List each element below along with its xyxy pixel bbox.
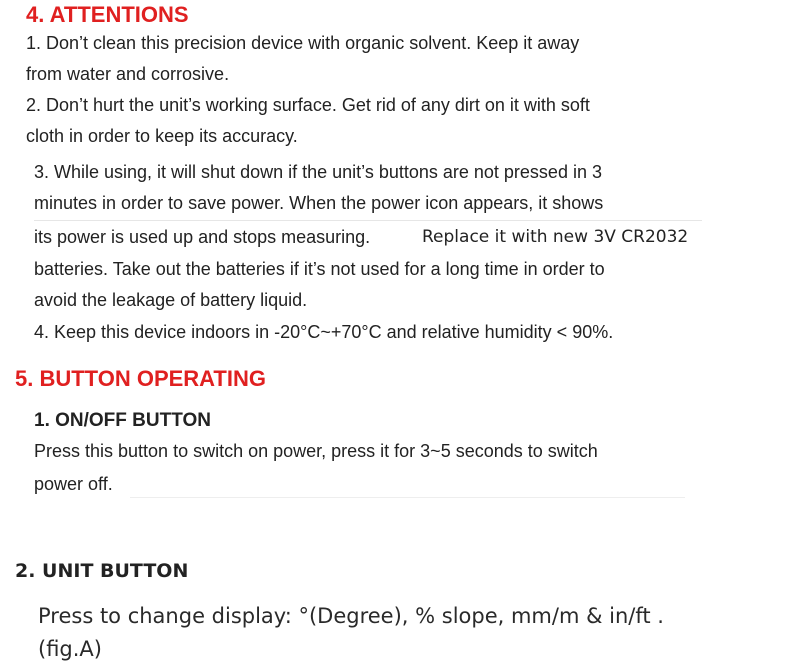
onoff-line-1: Press this button to switch on power, press it for 3~5 seconds to switch xyxy=(34,441,598,461)
attention-line-7: its power is used up and stops measuring. xyxy=(34,227,371,247)
unit-line-2: (fig.A) xyxy=(38,637,102,661)
attention-line-8: batteries. Take out the batteries if it’s not used for a long time in order to xyxy=(34,259,605,279)
attention-line-2: from water and corrosive. xyxy=(26,64,230,84)
unit-line-1: Press to change display: °(Degree), % slope, mm/m & in/ft . xyxy=(38,604,664,628)
attention-line-4: cloth in order to keep its accuracy. xyxy=(26,126,298,146)
attention-line-6: minutes in order to save power. When the power icon appears, it shows xyxy=(34,193,604,213)
unit-button-heading: 2. UNIT BUTTON xyxy=(15,560,189,582)
button-operating-heading: 5. BUTTON OPERATING xyxy=(15,366,266,391)
attention-line-5: 3. While using, it will shut down if the unit’s buttons are not pressed in 3 xyxy=(34,162,602,182)
divider xyxy=(130,497,685,498)
attention-line-3: 2. Don’t hurt the unit’s working surface. Get rid of any dirt on it with soft xyxy=(26,95,590,115)
attention-line-10: 4. Keep this device indoors in -20°C~+70°C and relative humidity < 90%. xyxy=(34,322,614,342)
attention-line-9: avoid the leakage of battery liquid. xyxy=(34,290,308,310)
attention-line-1: 1. Don’t clean this precision device with organic solvent. Keep it away xyxy=(26,33,580,53)
divider xyxy=(34,220,702,221)
attention-line-7b: Replace it with new 3V CR2032 xyxy=(422,227,689,247)
onoff-button-heading: 1. ON/OFF BUTTON xyxy=(34,410,211,431)
onoff-line-2: power off. xyxy=(34,474,113,494)
attentions-heading: 4. ATTENTIONS xyxy=(26,2,189,27)
